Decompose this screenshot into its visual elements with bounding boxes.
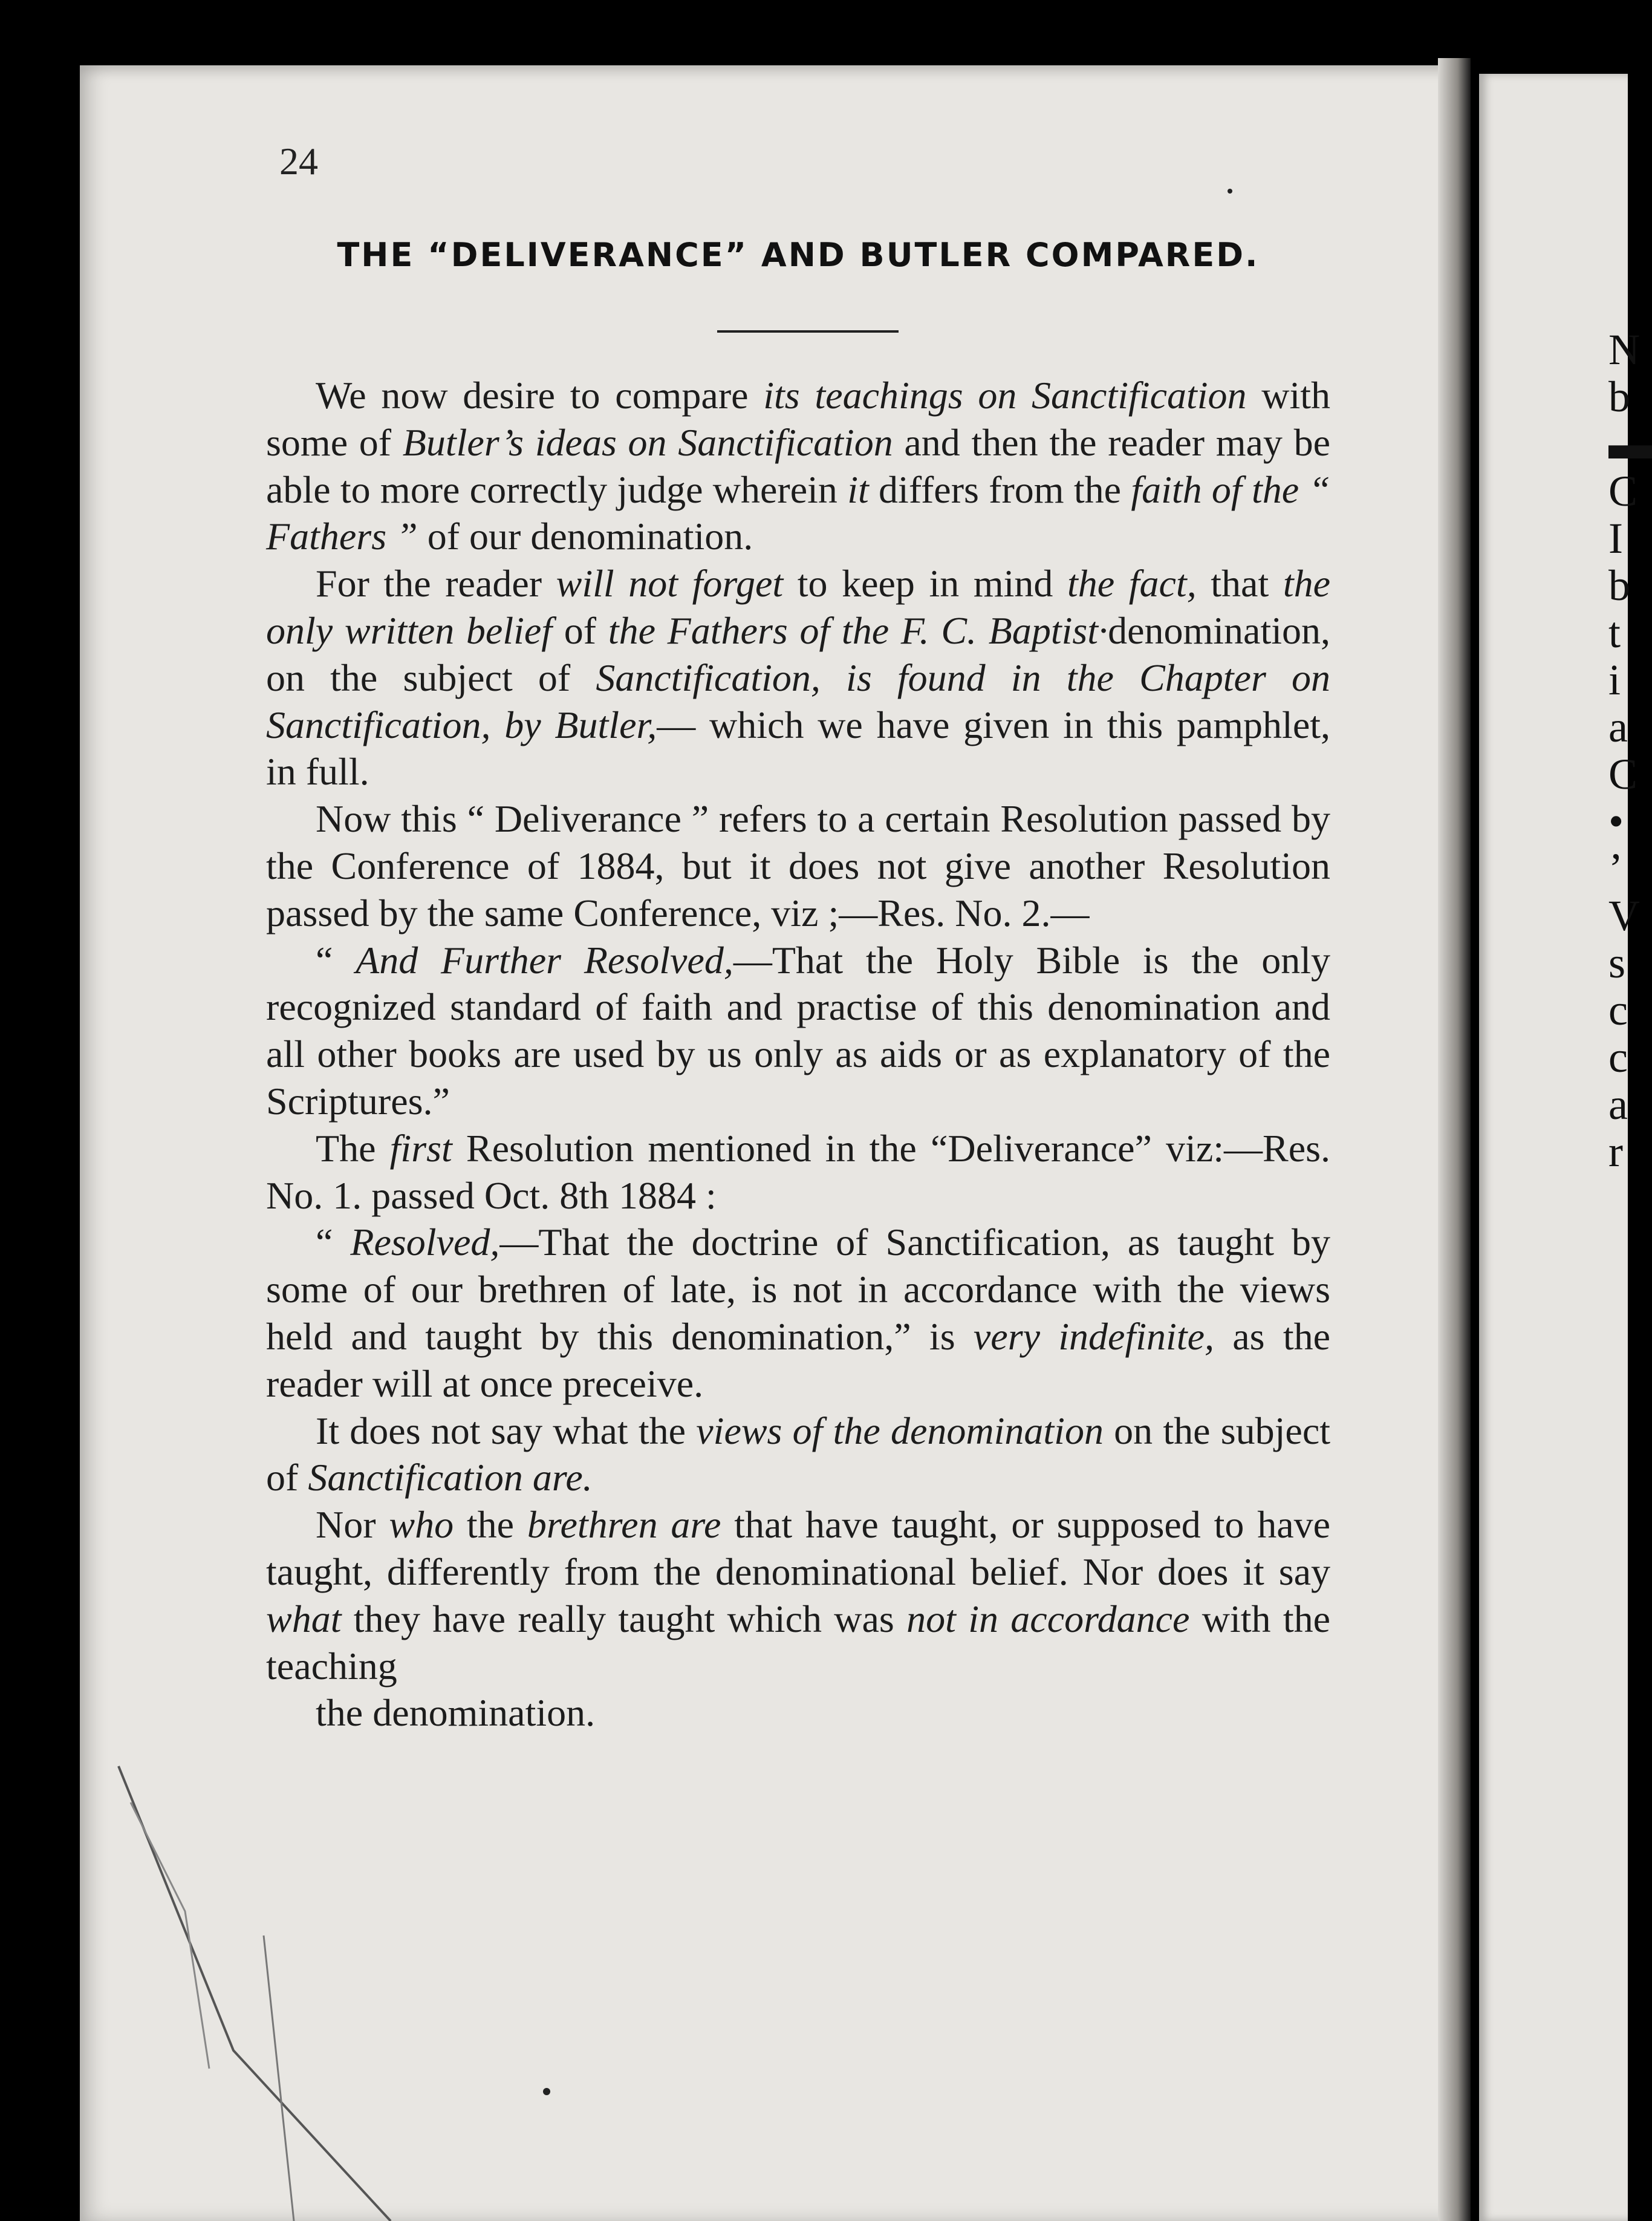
italic-run: its teachings on Sanctification <box>763 374 1247 417</box>
italic-run: not in accordance <box>906 1597 1190 1640</box>
adjacent-page-letter: c <box>1608 1033 1628 1081</box>
italic-run: Sanctification are. <box>308 1456 593 1499</box>
adjacent-page-letter: N <box>1608 325 1640 374</box>
italic-run: Resolved, <box>350 1221 500 1264</box>
italic-run: And Further Resolved, <box>356 938 733 982</box>
paragraph <box>266 1219 1330 1407</box>
page-speck <box>1228 189 1232 194</box>
adjacent-page-letter: a <box>1608 1080 1628 1129</box>
adjacent-page-letter: I <box>1608 514 1623 563</box>
text-run: of our denomination. <box>417 515 753 558</box>
text-run: as the reader will at once preceive. <box>266 1314 1331 1405</box>
adjacent-page-letter: t <box>1608 608 1621 657</box>
adjacent-page-letter: b <box>1608 561 1630 610</box>
text-run: that <box>1196 562 1283 605</box>
text-run: —That the Holy Bible is the only recognized standard of faith and practise of this denomination and all other books are used by us only as aids or as explanatory of the Scriptures.” <box>266 938 1331 1123</box>
text-run: Resolution mentioned in the “Deliverance” viz:—Res. No. 1. passed Oct. 8th 1884 : <box>266 1126 1331 1217</box>
paragraph <box>266 560 1330 795</box>
text-run: Now this “ Deliverance ” refers to a certain Resolution passed by the Conference of 1884, but it does not give another Resolution passed by the same Conference, viz ;—Res. No. 2.— <box>266 797 1330 934</box>
paragraph <box>266 372 1330 560</box>
italic-run: Butler’s ideas on Sanctification <box>402 420 893 464</box>
adjacent-page-letter: a <box>1608 703 1628 751</box>
text-run: and then the reader may be able to more correctly judge wherein <box>266 420 1331 511</box>
text-run: “ <box>316 938 356 982</box>
paragraph <box>266 1407 1330 1502</box>
adjacent-page-letter: ▬ <box>1608 420 1652 468</box>
italic-run: views of the denomination <box>696 1409 1104 1452</box>
page-gutter <box>1438 58 1471 2221</box>
text-run: —That the doctrine of Sanctification, as taught by some of our brethren of late, is not in accordance with the views held and taught by this denomination,” is <box>266 1221 1331 1358</box>
paragraph <box>266 1125 1330 1219</box>
text-run: to keep in mind <box>783 562 1067 605</box>
text-run: The <box>316 1126 390 1170</box>
title-rule <box>717 330 899 333</box>
text-run: on the subject of <box>266 1409 1331 1499</box>
italic-run: first <box>389 1126 452 1170</box>
italic-run: will not forget <box>556 562 784 605</box>
adjacent-page-letter: s <box>1608 939 1626 987</box>
adjacent-page-letter: C <box>1608 467 1638 515</box>
adjacent-page-letter: b <box>1608 373 1630 421</box>
text-run: denomination, on the subject of <box>266 608 1331 699</box>
italic-run: Sanctification, is found in the Chapter on Sanctification, by Butler, <box>266 656 1331 746</box>
italic-run: very indefinite, <box>973 1314 1214 1358</box>
adjacent-page-sliver <box>1479 74 1652 2221</box>
adjacent-page-letter: • <box>1608 797 1624 846</box>
italic-run: it <box>847 468 869 511</box>
text-run: the denomination. <box>316 1691 596 1735</box>
italic-run: brethren are <box>527 1503 721 1547</box>
paragraph <box>266 1501 1330 1689</box>
italic-run: the only written belief <box>266 562 1331 652</box>
body-text <box>266 372 1330 1737</box>
text-run: they have really taught which was <box>341 1597 907 1640</box>
text-run: It does not say what the <box>316 1409 697 1452</box>
text-run: the <box>454 1503 527 1547</box>
italic-run: faith of the “ Fathers ” <box>266 468 1331 558</box>
paragraph <box>266 1689 1330 1737</box>
paragraph <box>266 937 1330 1125</box>
adjacent-page-letter: C <box>1608 750 1638 798</box>
text-run: that have taught, or supposed to have taught, differently from the denominational belief. Nor does it say <box>266 1503 1331 1593</box>
adjacent-page-letter: ’ <box>1608 844 1623 893</box>
text-run: Nor <box>316 1503 389 1547</box>
text-run: with some of <box>266 374 1331 464</box>
italic-run: what <box>266 1597 342 1640</box>
page-number: 24 <box>279 140 318 183</box>
adjacent-page-letter: i <box>1608 656 1621 704</box>
text-run: differs from the <box>868 468 1131 511</box>
paragraph <box>266 795 1330 936</box>
text-run: — which we have given in this pamphlet, in full. <box>266 703 1331 794</box>
text-run: of <box>552 608 608 652</box>
italic-run: the fact, <box>1067 562 1197 605</box>
page-title: THE “DELIVERANCE” AND BUTLER COMPARED. <box>337 236 1260 274</box>
page-speck <box>543 2088 550 2095</box>
text-run: “ <box>316 1221 351 1264</box>
adjacent-page-letter: c <box>1608 986 1628 1034</box>
adjacent-page-letter: r <box>1608 1127 1623 1176</box>
italic-run: who <box>389 1503 454 1547</box>
text-run: For the reader <box>316 562 556 605</box>
adjacent-page-letter: V <box>1608 892 1640 940</box>
text-run: with the teaching <box>266 1597 1331 1688</box>
italic-run: the Fathers of the F. C. Baptist· <box>608 608 1108 652</box>
text-run: We now desire to compare <box>316 374 764 417</box>
